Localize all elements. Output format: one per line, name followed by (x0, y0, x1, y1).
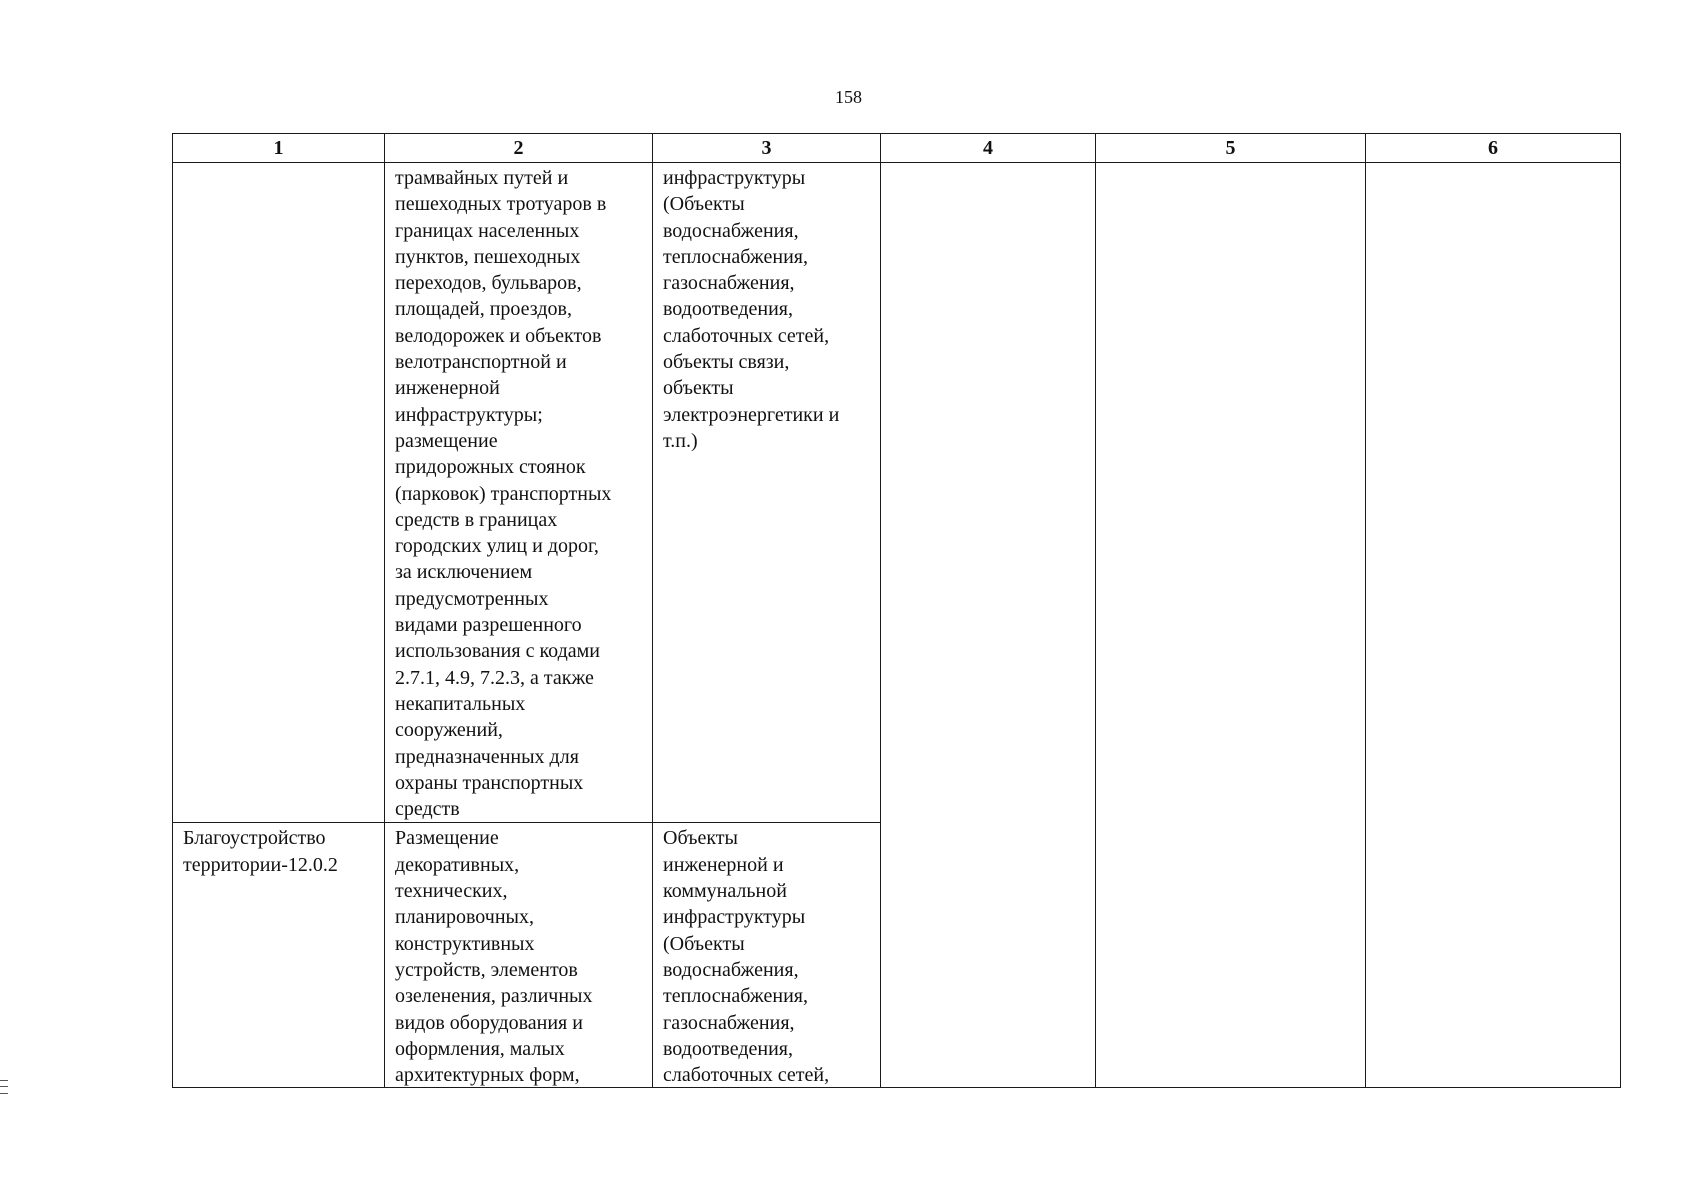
page-number: 158 (835, 87, 862, 107)
column-header-1: 1 (173, 134, 385, 163)
cell-text: Размещение декоративных, технических, планировочных, конструктивных устройств, элементов озеленения, различных видов оборудования и оформления, малых архитектурных форм, (395, 827, 593, 1087)
column-header-6: 6 (1366, 134, 1621, 163)
cell-text (173, 163, 384, 165)
cell-text: Объекты инженерной и коммунальной инфраструктуры (Объекты водоснабжения, теплоснабжения, газоснабжения, водоотведения, слаботочных сетей, (663, 827, 830, 1087)
column-header-4: 4 (881, 134, 1096, 163)
table-cell-objects (653, 163, 881, 823)
column-header-3: 3 (653, 134, 881, 163)
table-cell-objects (653, 823, 881, 1088)
table-cell-description (385, 163, 653, 823)
column-header-5: 5 (1096, 134, 1366, 163)
cell-text: инфраструктуры (Объекты водоснабжения, теплоснабжения, газоснабжения, водоотведения, слаботочных сетей, объекты связи, объекты электроэнергетики и т.п.) (663, 167, 840, 452)
table-header-row (173, 134, 1621, 163)
cell-text (1366, 163, 1620, 165)
cell-text: Благоустройство территории-12.0.2 (183, 827, 338, 876)
cell-text: трамвайных путей и пешеходных тротуаров в границах населенных пунктов, пешеходных переходов, бульваров, площадей, проездов, велодорожек и объектов велотранспортной и инженерной инфраструктуры; размещение придорожных стоянок (парковок) транспортных средств в границах городских улиц и дорог, за исключением предусмотренных видами разрешенного использования с кодами 2.7.1, 4.9, 7.2.3, а также некапитальных сооружений, предназначенных для охраны транспортных средств (395, 167, 612, 821)
cell-text (881, 163, 1095, 165)
regulations-table (172, 133, 1621, 1088)
table-cell-description (385, 823, 653, 1088)
scan-edge-mark (0, 1080, 8, 1094)
column-header-2: 2 (385, 134, 653, 163)
table-cell-column-6 (1366, 163, 1621, 1088)
table-row (173, 163, 1621, 823)
cell-text (1096, 163, 1365, 165)
table-cell-land-use-name (173, 163, 385, 823)
table-cell-land-use-name (173, 823, 385, 1088)
table-cell-column-5 (1096, 163, 1366, 1088)
table-cell-column-4 (881, 163, 1096, 1088)
